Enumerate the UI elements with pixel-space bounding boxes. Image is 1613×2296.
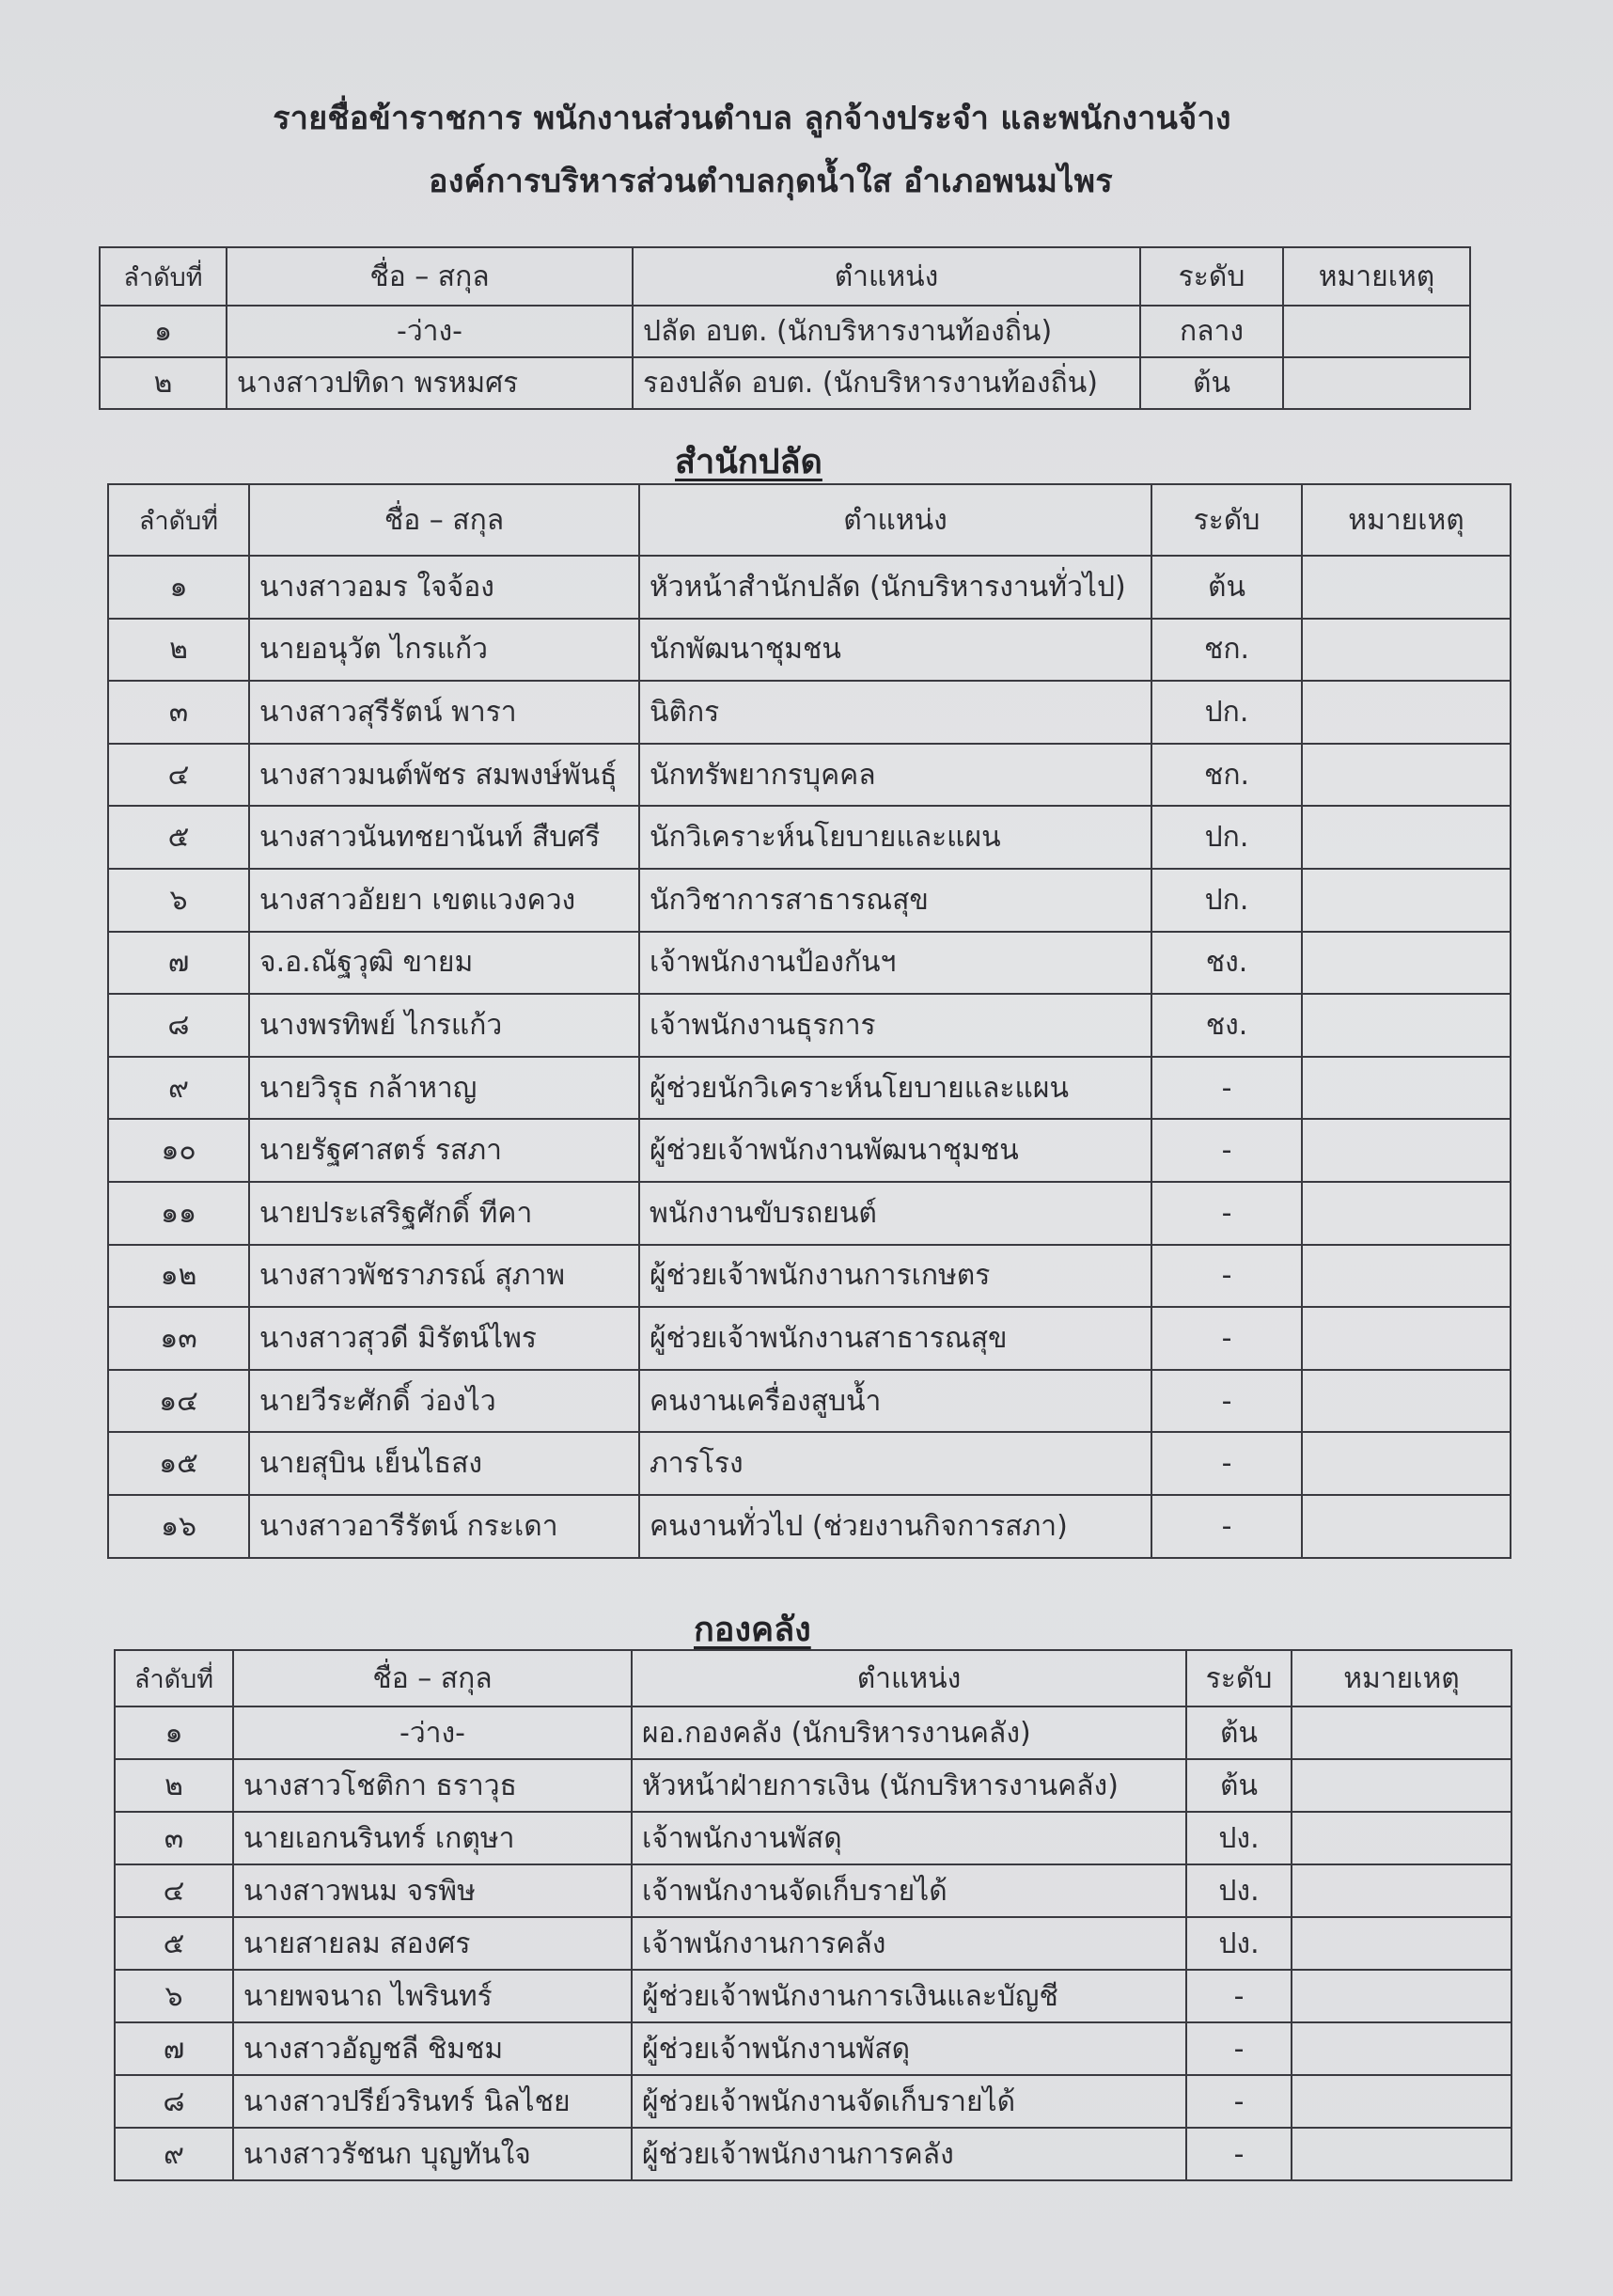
row-number: ๑ bbox=[100, 306, 227, 357]
table-row bbox=[108, 1182, 1511, 1245]
row-remark bbox=[1302, 994, 1511, 1057]
row-number: ๖ bbox=[115, 1970, 233, 2022]
row-name: นายสายลม สองศร bbox=[233, 1917, 632, 1970]
row-remark bbox=[1292, 1812, 1511, 1864]
row-remark bbox=[1302, 1245, 1511, 1308]
row-remark bbox=[1302, 1370, 1511, 1433]
row-name: นางสาวอัยยา เขตแวงควง bbox=[249, 869, 639, 932]
row-level: - bbox=[1151, 1182, 1302, 1245]
table-row bbox=[108, 1245, 1511, 1308]
row-number: ๘ bbox=[108, 994, 249, 1057]
row-level: - bbox=[1186, 2128, 1292, 2180]
row-remark bbox=[1292, 2022, 1511, 2075]
column-header-no: ลำดับที่ bbox=[108, 484, 249, 556]
row-number: ๕ bbox=[108, 806, 249, 869]
row-name: นายวิรุธ กล้าหาญ bbox=[249, 1057, 639, 1120]
table-header-row bbox=[108, 484, 1511, 556]
row-number: ๖ bbox=[108, 869, 249, 932]
table-row bbox=[115, 1706, 1511, 1759]
table-row bbox=[100, 357, 1470, 409]
row-name: นายรัฐศาสตร์ รสภา bbox=[249, 1119, 639, 1182]
row-remark bbox=[1283, 306, 1470, 357]
table-row bbox=[108, 806, 1511, 869]
row-remark bbox=[1302, 1495, 1511, 1558]
table-row bbox=[108, 1307, 1511, 1370]
table-row bbox=[100, 306, 1470, 357]
row-level: ปง. bbox=[1186, 1917, 1292, 1970]
row-remark bbox=[1302, 619, 1511, 682]
row-number: ๑๕ bbox=[108, 1432, 249, 1495]
row-number: ๔ bbox=[108, 744, 249, 807]
column-header-remark: หมายเหตุ bbox=[1283, 247, 1470, 306]
row-number: ๒ bbox=[100, 357, 227, 409]
column-header-position: ตำแหน่ง bbox=[639, 484, 1151, 556]
row-remark bbox=[1292, 1706, 1511, 1759]
table-row bbox=[115, 1759, 1511, 1812]
table-row bbox=[108, 681, 1511, 744]
row-level: - bbox=[1186, 2075, 1292, 2128]
row-number: ๑๐ bbox=[108, 1119, 249, 1182]
row-level: - bbox=[1151, 1495, 1302, 1558]
row-remark bbox=[1302, 1182, 1511, 1245]
row-position: เจ้าพนักงานพัสดุ bbox=[632, 1812, 1186, 1864]
table-row bbox=[108, 869, 1511, 932]
column-header-level: ระดับ bbox=[1186, 1650, 1292, 1706]
row-name: -ว่าง- bbox=[233, 1706, 632, 1759]
row-number: ๒ bbox=[115, 1759, 233, 1812]
row-remark bbox=[1302, 806, 1511, 869]
row-name: นางสาวปรีย์วรินทร์ นิลไชย bbox=[233, 2075, 632, 2128]
row-level: ชก. bbox=[1151, 744, 1302, 807]
row-position: ผู้ช่วยเจ้าพนักงานการคลัง bbox=[632, 2128, 1186, 2180]
table-row bbox=[115, 2075, 1511, 2128]
section-heading-secretary-office: สำนักปลัด bbox=[675, 443, 822, 481]
row-level: - bbox=[1186, 2022, 1292, 2075]
row-remark bbox=[1292, 1759, 1511, 1812]
table-row bbox=[108, 1119, 1511, 1182]
row-position: ผู้ช่วยเจ้าพนักงานจัดเก็บรายได้ bbox=[632, 2075, 1186, 2128]
column-header-level: ระดับ bbox=[1151, 484, 1302, 556]
row-remark bbox=[1292, 1917, 1511, 1970]
row-name: นายอนุวัต ไกรแก้ว bbox=[249, 619, 639, 682]
column-header-no: ลำดับที่ bbox=[100, 247, 227, 306]
row-name: นายพจนาถ ไพรินทร์ bbox=[233, 1970, 632, 2022]
row-position: นักทรัพยากรบุคคล bbox=[639, 744, 1151, 807]
row-position: ภารโรง bbox=[639, 1432, 1151, 1495]
row-remark bbox=[1292, 2128, 1511, 2180]
row-level: ต้น bbox=[1151, 556, 1302, 619]
table-row bbox=[108, 1495, 1511, 1558]
row-position: ผู้ช่วยเจ้าพนักงานพัสดุ bbox=[632, 2022, 1186, 2075]
row-name: นางสาวพนม จรพิษ bbox=[233, 1864, 632, 1917]
row-level: กลาง bbox=[1140, 306, 1283, 357]
executive-table bbox=[99, 246, 1471, 410]
row-number: ๔ bbox=[115, 1864, 233, 1917]
row-number: ๑ bbox=[108, 556, 249, 619]
row-name: -ว่าง- bbox=[227, 306, 633, 357]
table-row bbox=[108, 1057, 1511, 1120]
row-position: เจ้าพนักงานธุรการ bbox=[639, 994, 1151, 1057]
row-number: ๒ bbox=[108, 619, 249, 682]
row-level: ปก. bbox=[1151, 681, 1302, 744]
table-row bbox=[115, 2022, 1511, 2075]
row-remark bbox=[1302, 869, 1511, 932]
secretary-office-table bbox=[107, 483, 1511, 1559]
row-number: ๑ bbox=[115, 1706, 233, 1759]
table-row bbox=[115, 1864, 1511, 1917]
row-level: - bbox=[1151, 1245, 1302, 1308]
document-title-line-2: องค์การบริหารส่วนตำบลกุดน้ำใส อำเภอพนมไพร bbox=[429, 163, 1113, 200]
row-number: ๙ bbox=[115, 2128, 233, 2180]
row-position: ผู้ช่วยเจ้าพนักงานพัฒนาชุมชน bbox=[639, 1119, 1151, 1182]
table-row bbox=[115, 2128, 1511, 2180]
row-name: นางสาวรัชนก บุญทันใจ bbox=[233, 2128, 632, 2180]
column-header-remark: หมายเหตุ bbox=[1292, 1650, 1511, 1706]
row-number: ๑๑ bbox=[108, 1182, 249, 1245]
row-position: ปลัด อบต. (นักบริหารงานท้องถิ่น) bbox=[633, 306, 1140, 357]
row-position: ผอ.กองคลัง (นักบริหารงานคลัง) bbox=[632, 1706, 1186, 1759]
row-position: ผู้ช่วยเจ้าพนักงานการเกษตร bbox=[639, 1245, 1151, 1308]
row-number: ๑๔ bbox=[108, 1370, 249, 1433]
column-header-name: ชื่อ – สกุล bbox=[227, 247, 633, 306]
row-remark bbox=[1283, 357, 1470, 409]
column-header-name: ชื่อ – สกุล bbox=[249, 484, 639, 556]
row-number: ๓ bbox=[115, 1812, 233, 1864]
column-header-name: ชื่อ – สกุล bbox=[233, 1650, 632, 1706]
row-level: ต้น bbox=[1186, 1706, 1292, 1759]
row-number: ๘ bbox=[115, 2075, 233, 2128]
row-position: คนงานเครื่องสูบน้ำ bbox=[639, 1370, 1151, 1433]
row-name: นางสาวพัชราภรณ์ สุภาพ bbox=[249, 1245, 639, 1308]
row-remark bbox=[1302, 1057, 1511, 1120]
row-name: นางสาวอัญชลี ชิมชม bbox=[233, 2022, 632, 2075]
row-remark bbox=[1302, 932, 1511, 995]
row-position: นักวิชาการสาธารณสุข bbox=[639, 869, 1151, 932]
row-name: นางสาวนันทชยานันท์ สืบศรี bbox=[249, 806, 639, 869]
table-row bbox=[108, 619, 1511, 682]
row-level: - bbox=[1151, 1057, 1302, 1120]
row-level: ชก. bbox=[1151, 619, 1302, 682]
row-name: นางสาวโชติกา ธราวุธ bbox=[233, 1759, 632, 1812]
table-row bbox=[108, 556, 1511, 619]
row-remark bbox=[1292, 2075, 1511, 2128]
row-name: นางสาวอารีรัตน์ กระเดา bbox=[249, 1495, 639, 1558]
row-level: ปง. bbox=[1186, 1812, 1292, 1864]
row-name: นายเอกนรินทร์ เกตุษา bbox=[233, 1812, 632, 1864]
column-header-level: ระดับ bbox=[1140, 247, 1283, 306]
row-remark bbox=[1302, 1119, 1511, 1182]
row-position: คนงานทั่วไป (ช่วยงานกิจการสภา) bbox=[639, 1495, 1151, 1558]
row-position: รองปลัด อบต. (นักบริหารงานท้องถิ่น) bbox=[633, 357, 1140, 409]
table-row bbox=[108, 1370, 1511, 1433]
table-row bbox=[108, 1432, 1511, 1495]
row-name: นางสาวสุรีรัตน์ พารา bbox=[249, 681, 639, 744]
row-position: เจ้าพนักงานจัดเก็บรายได้ bbox=[632, 1864, 1186, 1917]
row-position: หัวหน้าฝ่ายการเงิน (นักบริหารงานคลัง) bbox=[632, 1759, 1186, 1812]
row-position: ผู้ช่วยนักวิเคราะห์นโยบายและแผน bbox=[639, 1057, 1151, 1120]
row-name: นางสาวมนต์พัชร สมพงษ์พันธุ์ bbox=[249, 744, 639, 807]
row-level: - bbox=[1151, 1370, 1302, 1433]
table-header-row bbox=[115, 1650, 1511, 1706]
row-number: ๕ bbox=[115, 1917, 233, 1970]
table-row bbox=[115, 1917, 1511, 1970]
row-level: - bbox=[1186, 1970, 1292, 2022]
row-name: นางสาวปทิดา พรหมศร bbox=[227, 357, 633, 409]
row-number: ๑๖ bbox=[108, 1495, 249, 1558]
row-remark bbox=[1302, 556, 1511, 619]
row-level: - bbox=[1151, 1432, 1302, 1495]
table-row bbox=[115, 1812, 1511, 1864]
row-number: ๑๓ bbox=[108, 1307, 249, 1370]
row-name: นายสุบิน เย็นไธสง bbox=[249, 1432, 639, 1495]
row-remark bbox=[1292, 1970, 1511, 2022]
row-level: ชง. bbox=[1151, 994, 1302, 1057]
column-header-no: ลำดับที่ bbox=[115, 1650, 233, 1706]
row-number: ๑๒ bbox=[108, 1245, 249, 1308]
row-position: พนักงานขับรถยนต์ bbox=[639, 1182, 1151, 1245]
document-title-line-1: รายชื่อข้าราชการ พนักงานส่วนตำบล ลูกจ้างประจำ และพนักงานจ้าง bbox=[273, 100, 1231, 137]
table-row bbox=[115, 1970, 1511, 2022]
row-position: เจ้าพนักงานป้องกันฯ bbox=[639, 932, 1151, 995]
row-name: นายวีระศักดิ์ ว่องไว bbox=[249, 1370, 639, 1433]
table-row bbox=[108, 744, 1511, 807]
row-remark bbox=[1292, 1864, 1511, 1917]
row-name: จ.อ.ณัฐวุฒิ ขายม bbox=[249, 932, 639, 995]
finance-division-table bbox=[114, 1649, 1512, 2181]
section-heading-finance-division: กองคลัง bbox=[694, 1611, 811, 1649]
row-position: เจ้าพนักงานการคลัง bbox=[632, 1917, 1186, 1970]
column-header-remark: หมายเหตุ bbox=[1302, 484, 1511, 556]
table-header-row bbox=[100, 247, 1470, 306]
row-name: นายประเสริฐศักดิ์ ทีคา bbox=[249, 1182, 639, 1245]
row-remark bbox=[1302, 681, 1511, 744]
row-remark bbox=[1302, 744, 1511, 807]
table-row bbox=[108, 994, 1511, 1057]
row-level: ปง. bbox=[1186, 1864, 1292, 1917]
row-level: ต้น bbox=[1140, 357, 1283, 409]
row-position: ผู้ช่วยเจ้าพนักงานการเงินและบัญชี bbox=[632, 1970, 1186, 2022]
row-remark bbox=[1302, 1432, 1511, 1495]
row-level: ต้น bbox=[1186, 1759, 1292, 1812]
row-position: นิติกร bbox=[639, 681, 1151, 744]
table-row bbox=[108, 932, 1511, 995]
row-level: ปก. bbox=[1151, 869, 1302, 932]
row-level: ปก. bbox=[1151, 806, 1302, 869]
row-level: - bbox=[1151, 1307, 1302, 1370]
row-number: ๗ bbox=[108, 932, 249, 995]
row-name: นางสาวสุวดี มิรัตน์ไพร bbox=[249, 1307, 639, 1370]
row-position: นักพัฒนาชุมชน bbox=[639, 619, 1151, 682]
row-position: หัวหน้าสำนักปลัด (นักบริหารงานทั่วไป) bbox=[639, 556, 1151, 619]
row-position: ผู้ช่วยเจ้าพนักงานสาธารณสุข bbox=[639, 1307, 1151, 1370]
row-level: ชง. bbox=[1151, 932, 1302, 995]
row-remark bbox=[1302, 1307, 1511, 1370]
row-name: นางพรทิพย์ ไกรแก้ว bbox=[249, 994, 639, 1057]
row-number: ๗ bbox=[115, 2022, 233, 2075]
row-name: นางสาวอมร ใจจ้อง bbox=[249, 556, 639, 619]
row-number: ๓ bbox=[108, 681, 249, 744]
row-number: ๙ bbox=[108, 1057, 249, 1120]
column-header-position: ตำแหน่ง bbox=[633, 247, 1140, 306]
column-header-position: ตำแหน่ง bbox=[632, 1650, 1186, 1706]
row-level: - bbox=[1151, 1119, 1302, 1182]
row-position: นักวิเคราะห์นโยบายและแผน bbox=[639, 806, 1151, 869]
